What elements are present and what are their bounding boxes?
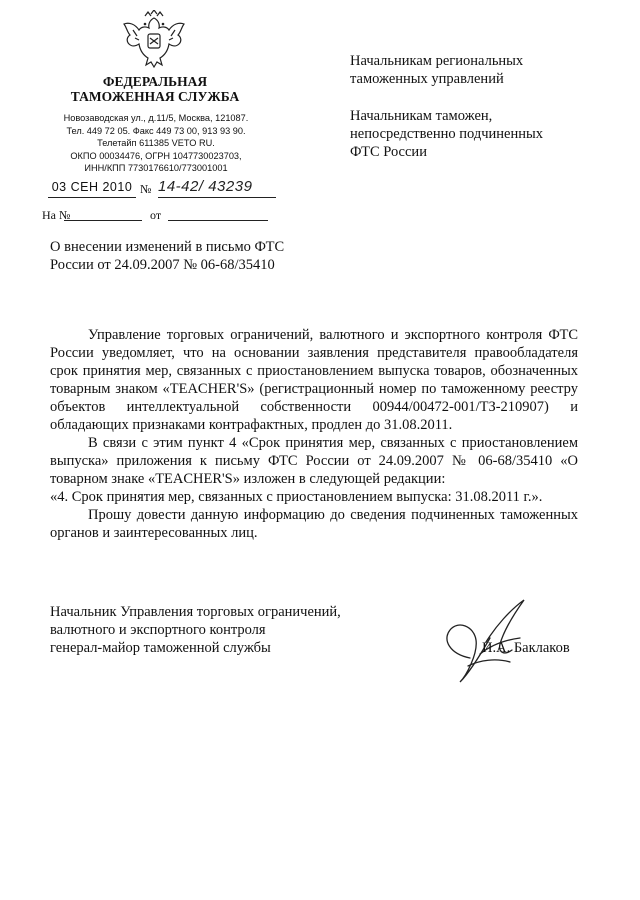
body-paragraph-1: Управление торговых ограничений, валютного и экспортного контроля ФТС России уведомляет, что на основании заявления представителя правообладателя срок принятия мер, связанных с приостановлением выпуска товаров, обозначенных товарным знаком «TEACHER'S» (регистрационный номер по таможенному реестру объектов интеллектуальной собственности 00944/00472-001/ТЗ-210907) и обладающих признаками контрафактных, продлен до 31.08.2011. [50, 327, 578, 433]
org-phone-fax: Тел. 449 72 05. Факс 449 73 00, 913 93 90. [66, 125, 246, 136]
org-contact-block [40, 112, 272, 175]
addressee-block-regional [350, 52, 620, 88]
org-address: Новозаводская ул., д.11/5, Москва, 121087. [63, 113, 249, 123]
org-okpo-ogrn: ОКПО 00034476, ОГРН 1047730023703, [70, 150, 242, 161]
addressee-line: таможенных управлений [350, 71, 504, 87]
reference-date-label: от [150, 208, 162, 222]
state-emblem-icon [121, 10, 187, 70]
addressee-line: ФТС России [350, 144, 427, 160]
reference-number-blank [64, 220, 142, 221]
addressee-line: Начальникам региональных [350, 53, 524, 69]
registration-date-stamp: 03 СЕН 2010 [48, 180, 136, 198]
org-name-line2: ТАМОЖЕННАЯ СЛУЖБА [70, 89, 240, 104]
signatory-title-line: валютного и экспортного контроля [50, 622, 266, 638]
reference-number-label: На № [42, 208, 71, 222]
org-inn-kpp: ИНН/КПП 7730176610/773001001 [84, 163, 228, 174]
registration-number-handwritten: 14-42/ 43239 [158, 178, 276, 198]
body-paragraph-4: Прошу довести данную информацию до сведения подчиненных таможенных органов и заинтересованных лиц. [50, 507, 578, 541]
signatory-title [50, 603, 350, 657]
signatory-name: И.А. Баклаков [482, 640, 570, 656]
subject-line: О внесении изменений в письмо ФТС [50, 239, 285, 255]
addressee-line: непосредственно подчиненных [350, 126, 543, 142]
signatory-title-line: Начальник Управления торговых ограничений, [50, 604, 341, 620]
letter-subject [50, 238, 320, 274]
signatory-title-line: генерал-майор таможенной службы [50, 640, 271, 656]
registration-number-label: № [140, 182, 152, 196]
subject-line: России от 24.09.2007 № 06-68/35410 [50, 257, 275, 273]
addressee-block-customs [350, 107, 620, 161]
addressee-line: Начальникам таможен, [350, 108, 493, 124]
org-name-line1: ФЕДЕРАЛЬНАЯ [102, 74, 208, 89]
letter-body [50, 326, 578, 542]
body-paragraph-2: В связи с этим пункт 4 «Срок принятия мер, связанных с приостановлением выпуска» приложения к письму ФТС России от 24.09.2007 № 06-68/35410 «О товарном знаке «TEACHER'S» изложен в следующей редакции: [50, 435, 578, 487]
org-teletype: Телетайп 611385 VETO RU. [97, 138, 215, 149]
body-paragraph-3: «4. Срок принятия мер, связанных с приостановлением выпуска: 31.08.2011 г.». [50, 489, 543, 505]
reference-date-blank [168, 220, 268, 221]
